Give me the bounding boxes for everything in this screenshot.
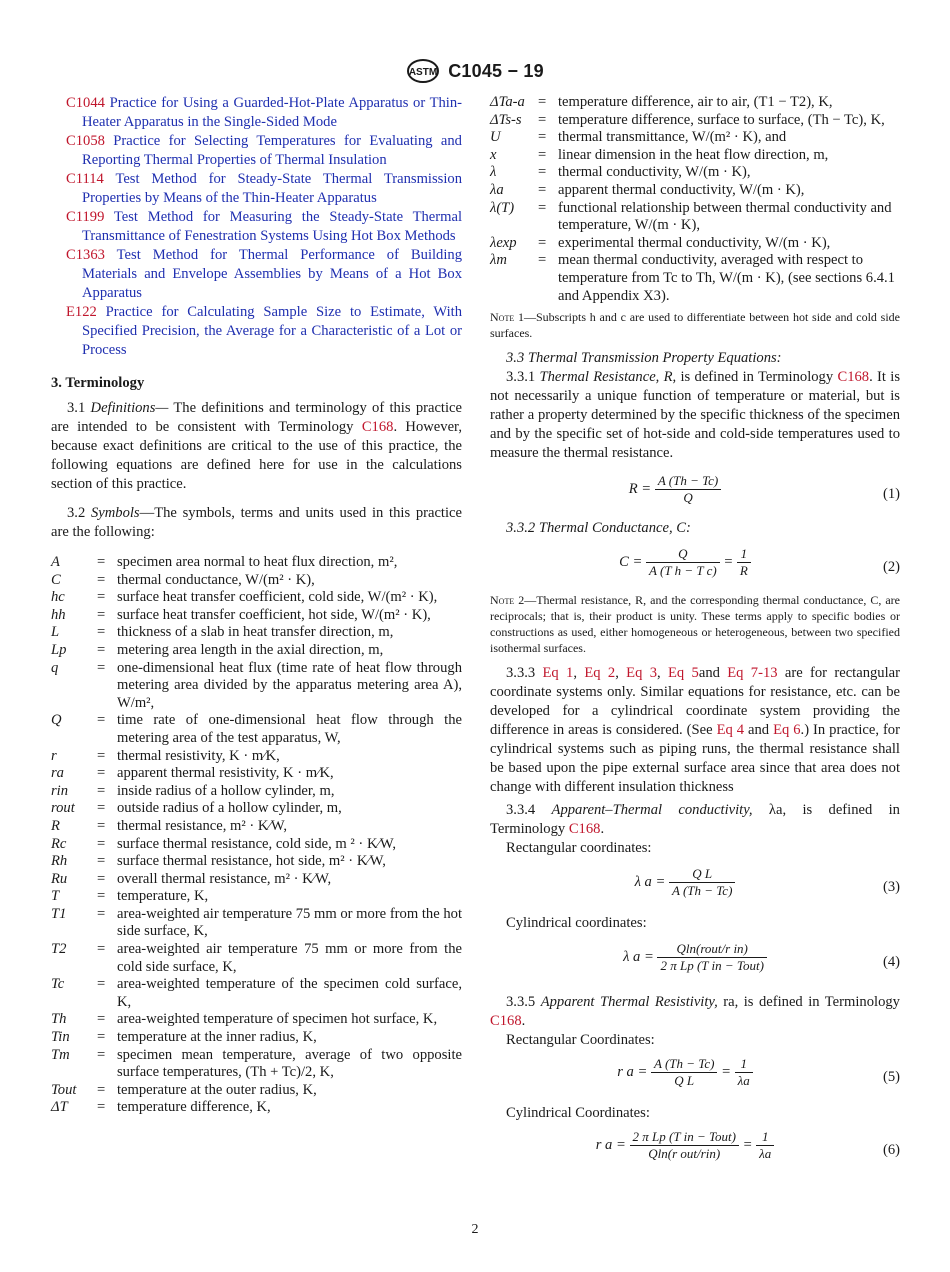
symbol-row [51, 818, 462, 836]
equals-sign: = [97, 1081, 106, 1098]
symbol: x [490, 146, 497, 163]
symbol-list-right [490, 94, 900, 305]
link-eq1[interactable]: Eq 1 [542, 665, 574, 682]
symbol-row [51, 765, 462, 783]
symbol: λexp [490, 234, 517, 251]
symbol-definition: area-weighted air temperature 75 mm or more from the hot side surface, K, [117, 905, 462, 940]
link-eq2[interactable]: Eq 2 [584, 665, 616, 682]
equals-sign: = [97, 976, 106, 993]
symbol-definition: surface thermal resistance, hot side, m² · K⁄W, [117, 853, 386, 870]
note-2: Note 2—Thermal resistance, R, and the corresponding thermal conductance, C, are reciprocals; that is, their product is unity. These terms apply to specific bodies or constructions as used, either homogeneous or heterogeneous, between two specified isothermal surfaces. [490, 593, 900, 656]
symbol: Rh [51, 853, 68, 870]
symbol-definition: temperature, K, [117, 888, 209, 905]
reference-id[interactable]: C1199 [66, 209, 105, 225]
link-c168[interactable]: C168 [490, 1013, 522, 1030]
reference-title[interactable]: Practice for Calculating Sample Size to Estimate, With Specified Precision, the Average for a Characteristic of a Lot or Process [82, 304, 462, 358]
symbol: Tin [51, 1029, 70, 1046]
link-eq6[interactable]: Eq 6 [773, 722, 801, 739]
equation-1: R = $\frac{A (Th - Tc)}{Q}$ (1) [628, 473, 900, 506]
reference-title[interactable]: Test Method for Steady-State Thermal Transmission Properties by Means of the Thin-Heater Apparatus [82, 171, 462, 206]
section-3-3-title: 3.3 Thermal Transmission Property Equations: [506, 350, 782, 367]
left-column [51, 94, 462, 1117]
symbol-row [490, 94, 900, 112]
symbol-row [51, 660, 462, 713]
referenced-documents [51, 94, 462, 360]
equals-sign: = [97, 747, 106, 764]
symbol-definition: temperature at the outer radius, K, [117, 1081, 317, 1098]
symbol: Rc [51, 835, 67, 852]
symbol-definition: area-weighted temperature of specimen hot surface, K, [117, 1011, 438, 1028]
symbol-definition: functional relationship between thermal conductivity and temperature, W/(m · K), [558, 199, 892, 234]
symbol: λ(T) [490, 199, 515, 216]
symbol: ΔTs-s [490, 111, 522, 128]
symbol-row [490, 235, 900, 253]
reference-item[interactable] [51, 303, 462, 360]
equals-sign: = [97, 641, 106, 658]
symbol: T1 [51, 905, 67, 922]
page-header [0, 58, 950, 84]
equals-sign: = [97, 941, 106, 958]
symbol-row [51, 712, 462, 747]
equation-4: λ a = $\frac{\text{Qln(rout/r in)}}{\text{2 π Lp (T in − Tout)}}$ (4) [623, 941, 900, 974]
equals-sign: = [97, 1046, 106, 1063]
page-number: 2 [471, 1222, 479, 1237]
symbol: r [51, 747, 57, 764]
symbol-row [51, 1047, 462, 1082]
reference-item[interactable] [51, 170, 462, 208]
symbol-definition: thermal resistance, m² · K⁄W, [117, 817, 287, 834]
equals-sign: = [538, 181, 547, 198]
symbol-row [490, 252, 900, 305]
symbol-definition: overall thermal resistance, m² · K⁄W, [117, 870, 332, 887]
equals-sign: = [97, 712, 106, 729]
link-eq5[interactable]: Eq 5 [668, 665, 699, 682]
equals-sign: = [97, 606, 106, 623]
equals-sign: = [538, 234, 547, 251]
symbol-definition: specimen mean temperature, average of two opposite surface temperatures, (Th + Tc)/2, K, [117, 1046, 462, 1081]
symbol-definition: time rate of one-dimensional heat flow through the metering area of the test apparatus, W, [117, 712, 462, 746]
symbol-row [490, 147, 900, 165]
rectangular-label-1: Rectangular coordinates: [506, 840, 652, 857]
symbol-row [51, 888, 462, 906]
link-eq7-13[interactable]: Eq 7-13 [727, 665, 778, 682]
symbol: Lp [51, 641, 67, 658]
equals-sign: = [97, 782, 106, 799]
paragraph-3-3-5: 3.3.5 Apparent Thermal Resistivity, ra, is defined in Terminology C168. [490, 994, 900, 1030]
equals-sign: = [97, 905, 106, 922]
symbol: Th [51, 1011, 67, 1028]
symbol: A [51, 554, 60, 570]
symbol-definition: temperature difference, surface to surface, (Th − Tc), K, [558, 111, 885, 128]
symbol: q [51, 659, 59, 676]
symbol: R [51, 817, 60, 834]
equals-sign: = [97, 571, 106, 588]
paragraph-3-1: 3.1 Definitions— The definitions and terminology of this practice are intended to be consistent with Terminology C168. However, because exact definitions are critical to the use of this practice, the following equations are defined here for use in the calculations section of this practice. [51, 400, 462, 492]
reference-item[interactable] [51, 246, 462, 303]
reference-id[interactable]: C1058 [66, 133, 105, 149]
symbol: hc [51, 589, 65, 606]
document-code: C1045 − 19 [448, 60, 544, 81]
equals-sign: = [97, 888, 106, 905]
symbol-definition: thickness of a slab in heat transfer direction, m, [117, 624, 394, 641]
equals-sign: = [538, 199, 547, 216]
reference-item[interactable] [51, 208, 462, 246]
link-c168[interactable]: C168 [568, 821, 601, 838]
symbol: hh [51, 606, 66, 623]
reference-id[interactable]: E122 [66, 304, 97, 320]
equals-sign: = [97, 589, 106, 606]
symbol: Q [51, 712, 62, 729]
equals-sign: = [538, 111, 547, 128]
symbol-row [51, 1029, 462, 1047]
reference-id[interactable]: C1363 [66, 247, 105, 263]
equals-sign: = [97, 1029, 106, 1046]
paragraph-3-3-3: 3.3.3 Eq 1, Eq 2, Eq 3, Eq 5and Eq 7-13 are for rectangular coordinate systems only. Similar equations for resistance, etc. can be developed for a cylindrical coordinate system providing the difference in areas is considered. (See Eq 4 and Eq 6.) In practice, for cylindrical systems such as piping runs, the thermal resistance shall be based upon the pipe external surface area since that area does not change with different insulation thickness [490, 665, 900, 796]
symbol-definition: specimen area normal to heat flux direction, m², [117, 554, 398, 570]
symbol-definition: thermal conductance, W/(m² · K), [117, 571, 315, 588]
note-1: Note 1—Subscripts h and c are used to differentiate between hot side and cold side surfaces. [490, 310, 901, 341]
symbol-row [51, 642, 462, 660]
cylindrical-label-1: Cylindrical coordinates: [506, 915, 647, 932]
paragraph-3-3-1: 3.3.1 Thermal Resistance, R, is defined in Terminology C168. It is not necessarily a unique function of temperature or material, but is rather a property determined by the specific thickness of the specimen and by the specific set of hot-side and cold-side temperatures used to measure the thermal resistance. [490, 369, 900, 462]
symbol-row [51, 1099, 462, 1117]
symbol-row [51, 800, 462, 818]
equals-sign: = [97, 1099, 106, 1116]
symbol-row [51, 871, 462, 889]
reference-id[interactable]: C1114 [66, 171, 104, 187]
symbol-definition: temperature difference, air to air, (T1 − T2), K, [558, 94, 833, 110]
symbol: λa [490, 181, 504, 198]
symbol-definition: mean thermal conductivity, averaged with respect to temperature from Tc to Th, W/(m · K), (see sections 6.4.1 and Appendix X3). [558, 252, 895, 304]
symbol-definition: area-weighted temperature of the specimen cold surface, K, [117, 976, 462, 1010]
equals-sign: = [97, 765, 106, 782]
symbol-row [51, 1011, 462, 1029]
equals-sign: = [97, 554, 106, 570]
symbol-row [51, 853, 462, 871]
equation-5: r a = $\frac{A (Th - Tc)}{\text{Q L}}$ = $\frac{1}{\lambda a}$ (5) [617, 1056, 900, 1089]
paragraph-3-2: 3.2 Symbols—The symbols, terms and units used in this practice are the following: [51, 505, 462, 540]
symbol-row [51, 906, 462, 941]
cylindrical-label-2: Cylindrical Coordinates: [506, 1105, 650, 1122]
section-3-3-2: 3.3.2 Thermal Conductance, C: [506, 520, 691, 537]
symbol-definition: one-dimensional heat flux (time rate of heat flow through metering area divided by the apparatus metering area A), W/m², [117, 659, 462, 711]
symbol-definition: surface heat transfer coefficient, hot side, W/(m² · K), [117, 606, 431, 623]
astm-logo-icon [406, 58, 440, 84]
symbol-definition: temperature at the inner radius, K, [117, 1029, 317, 1046]
symbol-row [51, 624, 462, 642]
symbol-row [51, 783, 462, 801]
symbol-definition: linear dimension in the heat flow direction, m, [558, 146, 829, 163]
reference-item[interactable] [51, 132, 462, 170]
equals-sign: = [538, 164, 547, 181]
symbol-definition: apparent thermal conductivity, W/(m · K), [558, 181, 805, 198]
right-column [490, 94, 900, 1173]
symbol: Ru [51, 870, 68, 887]
svg-text:ASTM: ASTM [409, 67, 438, 78]
symbol-row [490, 200, 900, 235]
symbol-row [51, 976, 462, 1011]
symbol-row [490, 129, 900, 147]
symbol-row [51, 589, 462, 607]
symbol: Tm [51, 1046, 70, 1063]
equals-sign: = [97, 1011, 106, 1028]
equals-sign: = [97, 870, 106, 887]
symbol-definition: thermal conductivity, W/(m · K), [558, 164, 751, 181]
symbol: ra [51, 765, 64, 782]
equals-sign: = [538, 146, 547, 163]
symbol-row [51, 554, 462, 572]
reference-id[interactable]: C1044 [66, 95, 105, 111]
reference-title[interactable]: Practice for Selecting Temperatures for Evaluating and Reporting Thermal Properties of Thermal Insulation [82, 133, 462, 168]
equation-3: λ a = $\frac{\text{Q L}}{A (Th - Tc)}$ (3) [634, 866, 900, 899]
paragraph-3-3-4: 3.3.4 Apparent–Thermal conductivity, λa, is defined in Terminology C168. [490, 802, 900, 838]
rectangular-label-2: Rectangular Coordinates: [506, 1032, 655, 1049]
symbol-definition: experimental thermal conductivity, W/(m · K), [558, 234, 831, 251]
symbol: λm [490, 252, 507, 269]
equals-sign: = [97, 800, 106, 817]
equals-sign: = [97, 817, 106, 834]
symbol-definition: surface thermal resistance, cold side, m ² · K⁄W, [117, 835, 396, 852]
symbol-row [490, 182, 900, 200]
equation-2: C = $\frac{Q}{\text{A (T h − T c)}}$ = $\frac{1}{R}$ (2) [619, 546, 900, 579]
symbol-definition: metering area length in the axial direction, m, [117, 641, 384, 658]
equals-sign: = [97, 659, 106, 676]
symbol-definition: area-weighted air temperature 75 mm or more from the cold side surface, K, [117, 941, 462, 975]
link-c168[interactable]: C168 [837, 369, 870, 386]
symbol-row [490, 112, 900, 130]
reference-title[interactable]: Test Method for Measuring the Steady-State Thermal Transmittance of Fenestration Systems Using Hot Box Methods [82, 209, 462, 244]
symbol-definition: inside radius of a hollow cylinder, m, [117, 782, 335, 799]
symbol-row [51, 941, 462, 976]
symbol-row [51, 836, 462, 854]
equals-sign: = [97, 624, 106, 641]
symbol-definition: outside radius of a hollow cylinder, m, [117, 800, 342, 817]
symbol: T2 [51, 941, 67, 958]
equals-sign: = [538, 129, 547, 146]
symbol-definition: thermal transmittance, W/(m² · K), and [558, 129, 787, 146]
symbol-definition: surface heat transfer coefficient, cold side, W/(m² · K), [117, 589, 438, 606]
symbol: ΔT [51, 1099, 68, 1116]
reference-title[interactable]: Test Method for Thermal Performance of Building Materials and Envelope Assemblies by Means of a Hot Box Apparatus [82, 247, 462, 301]
symbol-row [51, 1082, 462, 1100]
symbol: U [490, 129, 501, 146]
symbol: C [51, 571, 61, 588]
symbol-definition: apparent thermal resistivity, K · m⁄K, [117, 765, 334, 782]
symbol: L [51, 624, 60, 641]
section-heading: 3. Terminology [51, 375, 145, 391]
symbol-row [490, 164, 900, 182]
symbol: Tc [51, 976, 65, 993]
symbol-definition: thermal resistivity, K · m⁄K, [117, 747, 280, 764]
symbol: rin [51, 782, 69, 799]
equals-sign: = [538, 252, 547, 269]
symbol: Tout [51, 1081, 77, 1098]
symbol: rout [51, 800, 75, 817]
link-c168[interactable]: C168 [361, 419, 394, 435]
equals-sign: = [97, 835, 106, 852]
link-eq4[interactable]: Eq 4 [716, 722, 745, 739]
equals-sign: = [538, 94, 547, 110]
symbol: T [51, 888, 60, 905]
link-eq3[interactable]: Eq 3 [626, 665, 658, 682]
symbol-row [51, 748, 462, 766]
symbol-definition: temperature difference, K, [117, 1099, 271, 1116]
reference-item[interactable] [51, 94, 462, 132]
symbol: ΔTa-a [490, 94, 525, 110]
equals-sign: = [97, 853, 106, 870]
symbol-list-left [51, 554, 462, 1117]
equation-6: r a = $\frac{\text{2 π Lp (T in − Tout)}}{\text{Qln(r out/rin)}}$ = $\frac{1}{\lambda a}$ (6) [595, 1129, 900, 1162]
symbol-row [51, 607, 462, 625]
symbol-row [51, 572, 462, 590]
symbol: λ [490, 164, 497, 181]
reference-title[interactable]: Practice for Using a Guarded-Hot-Plate Apparatus or Thin-Heater Apparatus in the Single-Sided Mode [82, 95, 462, 130]
